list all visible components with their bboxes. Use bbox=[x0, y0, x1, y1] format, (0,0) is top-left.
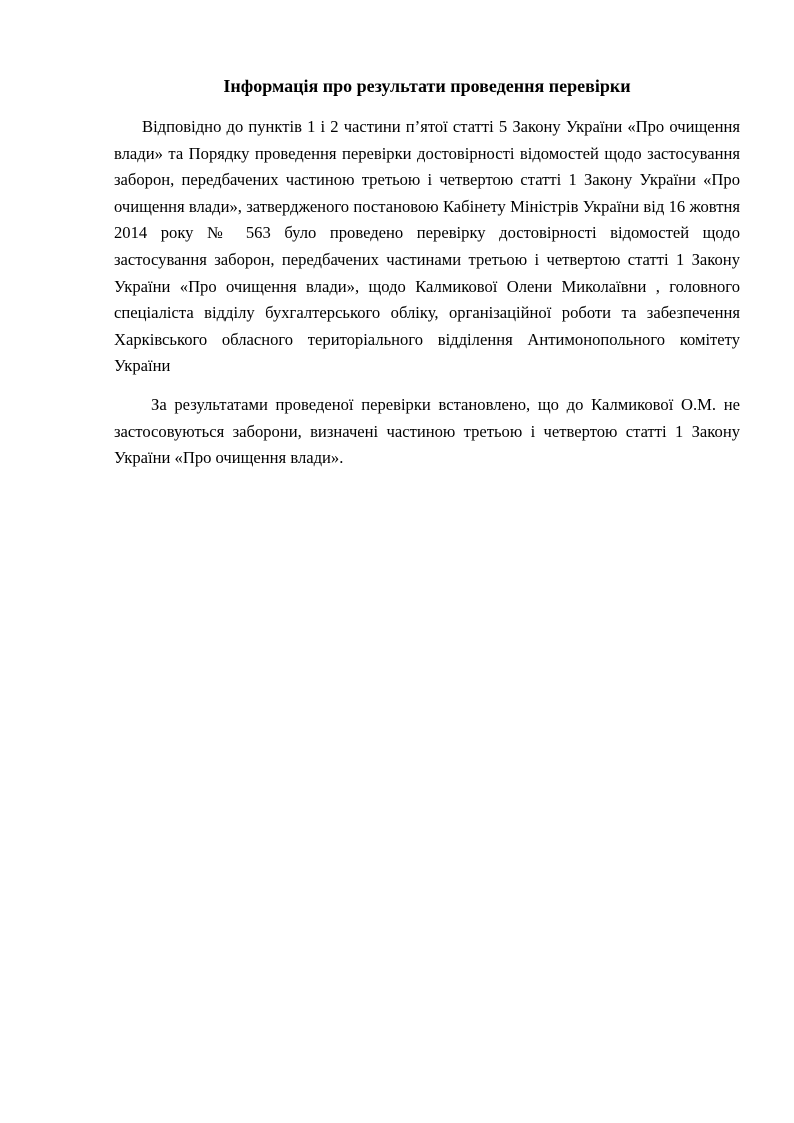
paragraph-verification-result: За результатами проведеної перевірки встановлено, що до Калмикової О.М. не застосовуються заборони, визначені частиною третьою і четвертою статті 1 Закону України «Про очищення влади». bbox=[114, 394, 740, 468]
document-title: Інформація про результати проведення перевірки bbox=[223, 76, 631, 96]
document-body bbox=[114, 74, 740, 472]
paragraph-verification-basis: Відповідно до пунктів 1 і 2 частини п’ятої статті 5 Закону України «Про очищення влади» та Порядку проведення перевірки достовірності відомостей щодо застосування заборон, передбачених частиною третьою і четвертою статті 1 Закону України «Про очищення влади», затвердженого постановою Кабінету Міністрів України від 16 жовтня 2014 року № 563 було проведено перевірку достовірності відомостей щодо застосування заборон, передбачених частинами третьою і четвертою статті 1 Закону України «Про очищення влади», щодо Калмикової Олени Миколаївни , головного спеціаліста відділу бухгалтерського обліку, організаційної роботи та забезпечення Харківського обласного територіального відділення Антимонопольного комітету України bbox=[114, 117, 740, 376]
